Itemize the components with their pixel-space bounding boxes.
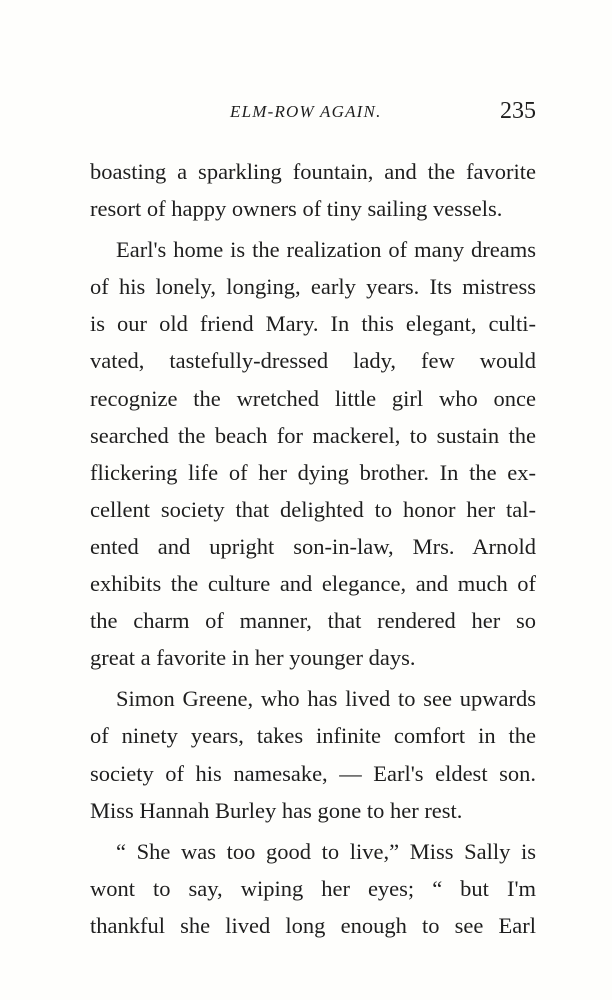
text-line: society of his namesake, — Earl's eldest son. <box>90 760 536 786</box>
text-line: cellent society that delighted to honor her tal- <box>90 496 536 522</box>
text-line: recognize the wretched little girl who once <box>90 385 536 411</box>
text-line: thankful she lived long enough to see Earl <box>90 912 536 938</box>
text-line: searched the beach for mackerel, to sustain the <box>90 422 536 448</box>
text-line: boasting a sparkling fountain, and the favorite <box>90 159 536 184</box>
text-line: resort of happy owners of tiny sailing vessels. <box>90 196 503 222</box>
text-line: wont to say, wiping her eyes; “ but I'm <box>90 875 536 901</box>
text-line: ented and upright son-in-law, Mrs. Arnold <box>90 533 536 559</box>
text-line: great a favorite in her younger days. <box>90 645 416 671</box>
text-line: the charm of manner, that rendered her so <box>90 608 536 634</box>
text-line: vated, tastefully-dressed lady, few would <box>90 348 536 374</box>
text-line: Miss Hannah Burley has gone to her rest. <box>90 797 463 823</box>
text-line: of his lonely, longing, early years. Its mistress <box>90 274 536 300</box>
paragraph-first-line: Simon Greene, who has lived to see upwards <box>116 686 536 712</box>
text-line: of ninety years, takes infinite comfort in the <box>90 723 536 749</box>
running-title: ELM-ROW AGAIN. <box>230 102 382 121</box>
text-line: flickering life of her dying brother. In the ex- <box>90 459 536 485</box>
body-text <box>90 153 536 944</box>
paragraph-first-line: “ She was too good to live,” Miss Sally is <box>116 838 536 864</box>
text-line: is our old friend Mary. In this elegant, culti- <box>90 311 536 337</box>
paragraph-first-line: Earl's home is the realization of many dreams <box>116 237 536 263</box>
page-number: 235 <box>500 98 536 124</box>
text-line: exhibits the culture and elegance, and much of <box>90 571 536 597</box>
running-head <box>90 98 536 128</box>
